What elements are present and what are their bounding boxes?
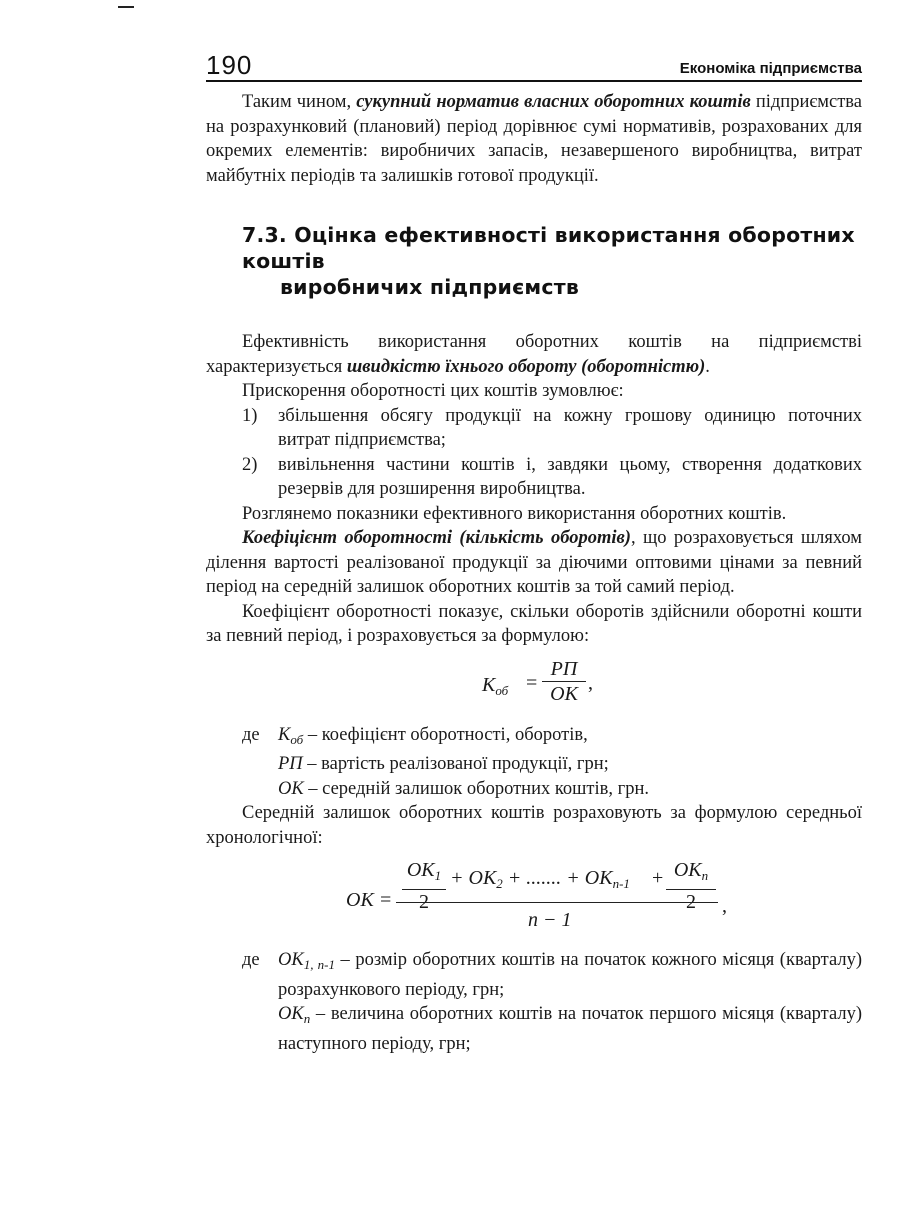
page-header xyxy=(206,50,862,82)
definition-item xyxy=(278,1002,862,1056)
formula-plus: + xyxy=(652,867,664,889)
definition-symbol: OK xyxy=(278,950,304,970)
list-number: 1) xyxy=(242,405,258,426)
paragraph-acceleration: Прискорення оборотності цих коштів зумовлює: xyxy=(242,381,624,401)
definition-text: – середній залишок оборотних коштів, грн. xyxy=(303,778,649,799)
definitions-label: де xyxy=(242,724,260,745)
formula-subscript: n-1 xyxy=(612,876,630,891)
formula-term-first xyxy=(402,858,446,914)
formula-denominator: ОК xyxy=(550,683,578,705)
definition-symbol: РП xyxy=(278,754,303,774)
paragraph-average-balance: Середній залишок оборотних коштів розраховують за формулою середньої хронологічної: xyxy=(206,803,862,848)
definition-item xyxy=(278,948,862,1002)
term-numerator xyxy=(402,858,446,889)
list-text: збільшення обсягу продукції на кожну грошову одиницю поточних витрат підприємства; xyxy=(278,405,862,450)
formula-comma: , xyxy=(722,895,727,917)
list-number: 2) xyxy=(242,454,258,475)
definition-subscript: об xyxy=(290,731,304,747)
formula-average-chronological xyxy=(206,858,862,942)
definition-subscript: n xyxy=(303,1011,311,1026)
definitions-average xyxy=(206,948,862,1056)
paragraph-efficiency xyxy=(206,330,862,379)
definition-symbol: OK xyxy=(278,1004,304,1024)
definition-text: – вартість реалізованої продукції, грн; xyxy=(302,754,609,774)
formula-symbol: OK xyxy=(673,859,702,881)
paragraph-summary xyxy=(206,90,862,188)
term-denominator: 2 xyxy=(686,890,696,913)
running-title: Економіка підприємства xyxy=(679,60,862,77)
formula-symbol: + OK xyxy=(450,867,497,889)
formula-fraction xyxy=(542,657,586,707)
emphasis-term: Коефіцієнт оборотності (кількість оборотів) xyxy=(242,528,631,548)
text-run: , що розраховується шляхом ділення вартості реалізованої продукції за діючими оптовими цінами за певний період на середній залишок оборотних коштів за той самий період. xyxy=(206,528,863,597)
formula-denominator: n − 1 xyxy=(528,909,572,931)
term-denominator: 2 xyxy=(419,890,429,913)
formula-numerator: РП xyxy=(550,657,578,680)
page-body xyxy=(206,90,862,1056)
list-item xyxy=(206,404,862,453)
formula-comma: , xyxy=(588,671,593,694)
term-numerator xyxy=(666,858,716,889)
section-heading xyxy=(206,222,862,300)
emphasis-term: швидкістю їхнього обороту (оборотністю) xyxy=(346,356,706,377)
definition-item xyxy=(278,777,862,802)
formula-lhs xyxy=(482,673,508,704)
definition-item xyxy=(278,752,862,777)
formula-equals: = xyxy=(526,671,538,694)
list-item xyxy=(206,453,862,502)
formula-subscript: об xyxy=(495,682,509,698)
section-heading-line1: 7.3. Оцінка ефективності використання оборотних коштів xyxy=(242,223,855,273)
paragraph-turnover-ratio xyxy=(206,526,862,600)
definition-text: – коефіцієнт оборотності, оборотів, xyxy=(303,724,588,745)
formula-middle-terms xyxy=(450,866,630,897)
formula-term-last xyxy=(666,858,716,914)
formula-subscript: n xyxy=(701,868,709,883)
text-run: Таким чином, xyxy=(242,92,357,112)
text-run: Ефективність використання оборотних коштів на підприємстві характеризується xyxy=(206,332,862,377)
paragraph-indicators: Розглянемо показники ефективного використання оборотних коштів. xyxy=(242,503,787,524)
text-run: підприємства на розрахунковий (плановий) період дорівнює сумі нормативів, розрахованих для окремих елементів: виробничих запасів, незавершеного виробництва, витрат майбутніх періодів та залишків готової продукції. xyxy=(206,92,862,186)
formula-symbol: + ....... + OK xyxy=(502,867,613,889)
emphasis-term: сукупний норматив власних оборотних коштів xyxy=(356,92,751,112)
formula-lhs: OK = xyxy=(346,889,393,911)
text-run: . xyxy=(705,356,710,377)
section-heading-line2: виробничих підприємств xyxy=(280,275,579,299)
scan-mark xyxy=(118,6,134,8)
definition-text: – величина оборотних коштів на початок першого місяця (кварталу) наступного періоду, грн; xyxy=(278,1004,862,1054)
definition-text: – розмір оборотних коштів на початок кожного місяця (кварталу) розрахункового періоду, грн; xyxy=(278,950,862,1000)
page-number: 190 xyxy=(206,50,253,80)
definition-symbol: K xyxy=(278,724,291,745)
definition-item xyxy=(278,723,862,753)
formula-symbol: OK xyxy=(406,859,435,881)
formula-turnover xyxy=(206,653,862,717)
definition-symbol: ОК xyxy=(278,778,304,799)
definitions-turnover xyxy=(206,723,862,802)
formula-subscript: 2 xyxy=(496,876,503,891)
list-text: вивільнення частини коштів і, завдяки цьому, створення додаткових резервів для розширення виробництва. xyxy=(278,454,862,499)
paragraph-turnover-shows: Коефіцієнт оборотності показує, скільки оборотів здійснили оборотні кошти за певний період, і розраховується за формулою: xyxy=(206,601,862,646)
definitions-label: де xyxy=(242,950,260,970)
formula-symbol: K xyxy=(482,673,496,696)
formula-subscript: 1 xyxy=(434,868,442,883)
definition-subscript: 1, n-1 xyxy=(303,957,335,972)
